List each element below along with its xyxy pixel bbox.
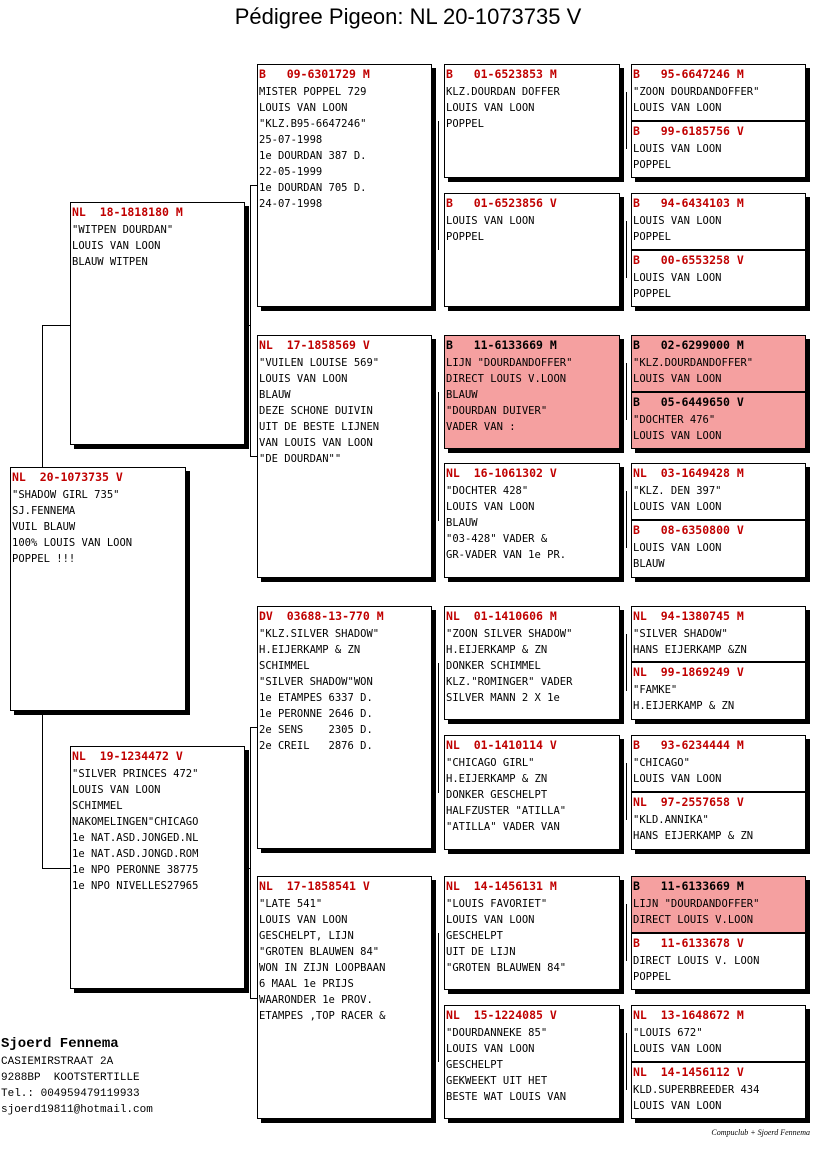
subject-card	[10, 467, 186, 711]
card-line: 22-05-1999	[259, 166, 323, 178]
card-line: BESTE WAT LOUIS VAN	[446, 1091, 567, 1103]
card-line: 1e ETAMPES 6337 D.	[259, 692, 373, 704]
connector-line	[245, 325, 250, 326]
ring-number: NL 17-1858569 V	[259, 338, 370, 352]
ring-number: B 02-6299000 M	[633, 338, 744, 352]
ring-number: NL 97-2557658 V	[633, 795, 744, 809]
card-line: 2e SENS 2305 D.	[259, 724, 373, 736]
card-line: GESCHELPT	[446, 930, 503, 942]
card-line: BLAUW WITPEN	[72, 256, 148, 268]
card-line: "ATILLA" VADER VAN	[446, 821, 560, 833]
card-line: "CHICAGO"	[633, 757, 690, 769]
card-line: "LOUIS FAVORIET"	[446, 898, 548, 910]
breeder-phone: Tel.: 004959479119933	[1, 1088, 140, 1100]
card-line: "ZOON DOURDANDOFFER"	[633, 86, 760, 98]
card-line: DEZE SCHONE DUIVIN	[259, 405, 373, 417]
card-line: "VUILEN LOUISE 569"	[259, 357, 380, 369]
card-line: 100% LOUIS VAN LOON	[12, 537, 133, 549]
breeder-email: sjoerd19811@hotmail.com	[1, 1104, 153, 1116]
connector-line	[626, 491, 627, 548]
card-line: KLD.SUPERBREEDER 434	[633, 1084, 760, 1096]
connector-line	[626, 1033, 627, 1090]
card-line: LIJN "DOURDANDOFFER"	[633, 898, 760, 910]
card-line: "KLD.ANNIKA"	[633, 814, 709, 826]
connector-line	[626, 904, 627, 961]
card-line: LOUIS VAN LOON	[446, 914, 535, 926]
card-line: SJ.FENNEMA	[12, 505, 76, 517]
card-line: GEKWEEKT UIT HET	[446, 1075, 548, 1087]
card-line: KLZ."ROMINGER" VADER	[446, 676, 573, 688]
connector-line	[42, 711, 43, 868]
card-line: POPPEL !!!	[12, 553, 76, 565]
gen4-card	[631, 121, 806, 178]
card-line: "DOCHTER 428"	[446, 485, 529, 497]
gen4-card-highlighted	[631, 392, 806, 449]
card-line: LOUIS VAN LOON	[633, 1100, 722, 1112]
card-line: H.EIJERKAMP & ZN	[446, 644, 548, 656]
great-grandparent-card	[444, 876, 620, 990]
card-line: POPPEL	[633, 971, 671, 983]
ring-number: NL 20-1073735 V	[12, 470, 123, 484]
card-line: "03-428" VADER &	[446, 533, 548, 545]
card-line: WAARONDER 1e PROV.	[259, 994, 373, 1006]
ring-number: NL 19-1234472 V	[72, 749, 183, 763]
card-line: BLAUW	[259, 389, 291, 401]
ring-number: NL 13-1648672 M	[633, 1008, 744, 1022]
software-credit: Compuclub + Sjoerd Fennema	[711, 1128, 810, 1137]
card-line: DONKER SCHIMMEL	[446, 660, 541, 672]
grandparent-card	[257, 335, 432, 578]
card-line: BLAUW	[446, 389, 478, 401]
connector-line	[42, 325, 43, 467]
great-grandparent-card-highlighted	[444, 335, 620, 449]
connector-line	[626, 763, 627, 820]
card-line: H.EIJERKAMP & ZN	[446, 773, 548, 785]
grandparent-card	[257, 876, 432, 1119]
card-line: "SILVER SHADOW"WON	[259, 676, 373, 688]
card-line: 1e PERONNE 2646 D.	[259, 708, 373, 720]
card-line: POPPEL	[446, 118, 484, 130]
gen4-card	[631, 1005, 806, 1062]
ring-number: NL 01-1410606 M	[446, 609, 557, 623]
card-line: LOUIS VAN LOON	[259, 102, 348, 114]
ring-number: NL 18-1818180 M	[72, 205, 183, 219]
card-line: UIT DE LIJN	[446, 946, 516, 958]
breeder-name: Sjoerd Fennema	[1, 1036, 119, 1052]
ring-number: B 01-6523856 V	[446, 196, 557, 210]
card-line: GESCHELPT	[446, 1059, 503, 1071]
card-line: H.EIJERKAMP & ZN	[633, 700, 735, 712]
card-line: 1e NPO NIVELLES27965	[72, 880, 199, 892]
ring-number: NL 01-1410114 V	[446, 738, 557, 752]
ring-number: B 11-6133669 M	[633, 879, 744, 893]
card-line: 1e DOURDAN 387 D.	[259, 150, 367, 162]
card-line: LOUIS VAN LOON	[633, 215, 722, 227]
ring-number: B 94-6434103 M	[633, 196, 744, 210]
dam-card	[70, 746, 245, 989]
card-line: BLAUW	[446, 517, 478, 529]
breeder-city: 9288BP KOOTSTERTILLE	[1, 1072, 140, 1084]
gen4-card	[631, 1062, 806, 1119]
connector-line	[626, 634, 627, 691]
card-line: HALFZUSTER "ATILLA"	[446, 805, 567, 817]
grandparent-card	[257, 64, 432, 307]
ring-number: B 99-6185756 V	[633, 124, 744, 138]
card-line: POPPEL	[633, 231, 671, 243]
ring-number: B 93-6234444 M	[633, 738, 744, 752]
ring-number: B 05-6449650 V	[633, 395, 744, 409]
gen4-card-highlighted	[631, 876, 806, 933]
card-line: KLZ.DOURDAN DOFFER	[446, 86, 560, 98]
card-line: "LOUIS 672"	[633, 1027, 703, 1039]
card-line: DIRECT LOUIS V.LOON	[633, 914, 754, 926]
card-line: "DE DOURDAN""	[259, 453, 342, 465]
ring-number: NL 99-1869249 V	[633, 665, 744, 679]
card-line: ETAMPES ,TOP RACER &	[259, 1010, 386, 1022]
card-line: LOUIS VAN LOON	[259, 373, 348, 385]
ring-number: NL 17-1858541 V	[259, 879, 370, 893]
card-line: GESCHELPT, LIJN	[259, 930, 354, 942]
card-line: LOUIS VAN LOON	[72, 784, 161, 796]
connector-line	[438, 392, 439, 521]
card-line: VUIL BLAUW	[12, 521, 76, 533]
card-line: 1e NAT.ASD.JONGED.NL	[72, 832, 199, 844]
card-line: "SILVER SHADOW"	[633, 628, 728, 640]
card-line: "GROTEN BLAUWEN 84"	[446, 962, 567, 974]
card-line: DONKER GESCHELPT	[446, 789, 548, 801]
grandparent-card	[257, 606, 432, 849]
card-line: WON IN ZIJN LOOPBAAN	[259, 962, 386, 974]
card-line: 24-07-1998	[259, 198, 323, 210]
card-line: UIT DE BESTE LIJNEN	[259, 421, 380, 433]
ring-number: B 09-6301729 M	[259, 67, 370, 81]
card-line: "DOURDANNEKE 85"	[446, 1027, 548, 1039]
page-title: Pédigree Pigeon: NL 20-1073735 V	[234, 4, 582, 29]
card-line: HANS EIJERKAMP & ZN	[633, 830, 754, 842]
card-line: HANS EIJERKAMP &ZN	[633, 644, 747, 656]
card-line: LOUIS VAN LOON	[633, 542, 722, 554]
card-line: GR-VADER VAN 1e PR.	[446, 549, 567, 561]
gen4-card	[631, 662, 806, 720]
card-line: "GROTEN BLAUWEN 84"	[259, 946, 380, 958]
great-grandparent-card	[444, 64, 620, 178]
connector-line	[250, 998, 257, 999]
card-line: "SHADOW GIRL 735"	[12, 489, 120, 501]
gen4-card	[631, 64, 806, 121]
ring-number: NL 16-1061302 V	[446, 466, 557, 480]
gen4-card	[631, 606, 806, 662]
card-line: "DOURDAN DUIVER"	[446, 405, 548, 417]
card-line: VADER VAN :	[446, 421, 516, 433]
card-line: POPPEL	[633, 288, 671, 300]
card-line: POPPEL	[446, 231, 484, 243]
card-line: "SILVER PRINCES 472"	[72, 768, 199, 780]
card-line: "KLZ.SILVER SHADOW"	[259, 628, 380, 640]
card-line: LOUIS VAN LOON	[446, 1043, 535, 1055]
card-line: H.EIJERKAMP & ZN	[259, 644, 361, 656]
card-line: LOUIS VAN LOON	[633, 430, 722, 442]
connector-line	[245, 868, 250, 869]
connector-line	[626, 221, 627, 278]
card-line: LOUIS VAN LOON	[633, 272, 722, 284]
connector-line	[250, 727, 251, 998]
card-line: SCHIMMEL	[259, 660, 310, 672]
gen4-card-highlighted	[631, 335, 806, 392]
card-line: NAKOMELINGEN"CHICAGO	[72, 816, 199, 828]
card-line: DIRECT LOUIS V.LOON	[446, 373, 567, 385]
card-line: "CHICAGO GIRL"	[446, 757, 535, 769]
connector-line	[250, 727, 257, 728]
card-line: LOUIS VAN LOON	[633, 773, 722, 785]
card-line: LOUIS VAN LOON	[259, 914, 348, 926]
card-line: "KLZ.DOURDANDOFFER"	[633, 357, 754, 369]
card-line: 1e NPO PERONNE 38775	[72, 864, 199, 876]
great-grandparent-card	[444, 193, 620, 307]
great-grandparent-card	[444, 735, 620, 850]
ring-number: NL 14-1456112 V	[633, 1065, 744, 1079]
ring-number: NL 94-1380745 M	[633, 609, 744, 623]
connector-line	[626, 92, 627, 149]
ring-number: B 00-6553258 V	[633, 253, 744, 267]
card-line: 6 MAAL 1e PRIJS	[259, 978, 354, 990]
gen4-card	[631, 735, 806, 792]
breeder-info	[1, 1034, 153, 1118]
card-line: POPPEL	[633, 159, 671, 171]
card-line: "WITPEN DOURDAN"	[72, 224, 174, 236]
card-line: LOUIS VAN LOON	[633, 501, 722, 513]
card-line: "KLZ.B95-6647246"	[259, 118, 367, 130]
card-line: "DOCHTER 476"	[633, 414, 716, 426]
ring-number: NL 14-1456131 M	[446, 879, 557, 893]
card-line: LOUIS VAN LOON	[633, 1043, 722, 1055]
gen4-card	[631, 250, 806, 307]
great-grandparent-card	[444, 1005, 620, 1119]
connector-line	[438, 121, 439, 250]
card-line: LOUIS VAN LOON	[633, 102, 722, 114]
card-line: 2e CREIL 2876 D.	[259, 740, 373, 752]
card-line: "LATE 541"	[259, 898, 323, 910]
card-line: 25-07-1998	[259, 134, 323, 146]
ring-number: B 11-6133678 V	[633, 936, 744, 950]
gen4-card	[631, 193, 806, 250]
connector-line	[438, 933, 439, 1062]
card-line: LOUIS VAN LOON	[72, 240, 161, 252]
gen4-card	[631, 520, 806, 578]
card-line: LIJN "DOURDANDOFFER"	[446, 357, 573, 369]
card-line: LOUIS VAN LOON	[446, 501, 535, 513]
card-line: "ZOON SILVER SHADOW"	[446, 628, 573, 640]
connector-line	[42, 325, 70, 326]
connector-line	[250, 456, 257, 457]
card-line: LOUIS VAN LOON	[633, 373, 722, 385]
breeder-address: CASIEMIRSTRAAT 2A	[1, 1056, 114, 1068]
card-line: BLAUW	[633, 558, 665, 570]
ring-number: B 11-6133669 M	[446, 338, 557, 352]
card-line: LOUIS VAN LOON	[633, 143, 722, 155]
card-line: "FAMKE"	[633, 684, 678, 696]
card-line: LOUIS VAN LOON	[446, 102, 535, 114]
ring-number: NL 15-1224085 V	[446, 1008, 557, 1022]
card-line: LOUIS VAN LOON	[446, 215, 535, 227]
great-grandparent-card	[444, 463, 620, 578]
card-line: "KLZ. DEN 397"	[633, 485, 722, 497]
card-line: 1e NAT.ASD.JONGD.ROM	[72, 848, 199, 860]
card-line: SCHIMMEL	[72, 800, 123, 812]
ring-number: B 08-6350800 V	[633, 523, 744, 537]
gen4-card	[631, 792, 806, 850]
ring-number: B 01-6523853 M	[446, 67, 557, 81]
ring-number: NL 03-1649428 M	[633, 466, 744, 480]
connector-line	[438, 663, 439, 793]
gen4-card	[631, 463, 806, 520]
card-line: SILVER MANN 2 X 1e	[446, 692, 560, 704]
connector-line	[250, 185, 251, 456]
great-grandparent-card	[444, 606, 620, 720]
card-line: MISTER POPPEL 729	[259, 86, 367, 98]
ring-number: B 95-6647246 M	[633, 67, 744, 81]
card-line: 1e DOURDAN 705 D.	[259, 182, 367, 194]
connector-line	[42, 868, 70, 869]
connector-line	[626, 363, 627, 420]
sire-card	[70, 202, 245, 445]
ring-number: DV 03688-13-770 M	[259, 609, 384, 623]
card-line: VAN LOUIS VAN LOON	[259, 437, 373, 449]
gen4-card	[631, 933, 806, 990]
connector-line	[250, 185, 257, 186]
card-line: DIRECT LOUIS V. LOON	[633, 955, 760, 967]
